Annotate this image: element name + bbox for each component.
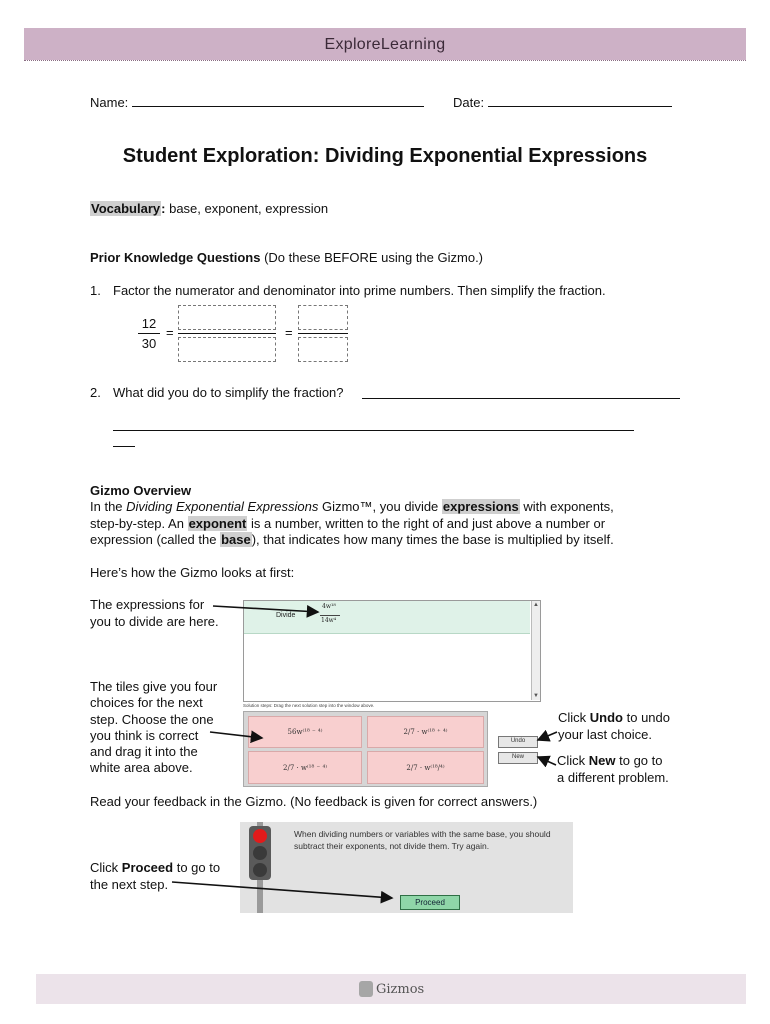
prior-heading-text: Prior Knowledge Questions: [90, 250, 261, 265]
annotation-new: Click New to go to a different problem.: [557, 753, 669, 785]
overview-line-1: In the Dividing Exponential Expressions Gizmo™, you divide expressions with exponents,: [90, 499, 614, 514]
gizmos-logo-icon: [359, 981, 373, 997]
arrow-proceed: [172, 882, 392, 898]
gizmos-logo-text: Gizmos: [376, 982, 425, 997]
q1-text: Factor the numerator and denominator into prime numbers. Then simplify the fraction.: [113, 283, 606, 298]
solution-steps-instructions: Solution steps: Drag the next solution step into the window above.: [243, 703, 375, 708]
feedback-message: When dividing numbers or variables with the same base, you should subtract their exponents, not divide them. Try again.: [294, 829, 551, 851]
date-label: Date:: [453, 95, 485, 110]
new-button[interactable]: New: [498, 752, 538, 764]
name-label: Name:: [90, 95, 129, 110]
q1-number: 1.: [90, 283, 101, 298]
footer-band: [36, 974, 746, 1004]
fraction-numerator: 12: [141, 316, 157, 331]
annotation-undo: Click Undo to undo your last choice.: [558, 710, 670, 742]
highlight-exponent: exponent: [188, 515, 247, 531]
vocabulary-terms: base, exponent, expression: [169, 201, 329, 216]
tile-1[interactable]: 56w⁽¹⁸ ⁻ ⁴⁾: [248, 716, 362, 748]
equals-sign-2: =: [285, 325, 293, 340]
divide-label: Divide: [276, 612, 296, 619]
page-title: Student Exploration: Dividing Exponential Expressions: [122, 145, 648, 167]
proceed-button[interactable]: Proceed: [400, 895, 460, 910]
feedback-instruction: Read your feedback in the Gizmo. (No feedback is given for correct answers.): [90, 794, 538, 809]
fraction-denominator: 30: [141, 336, 157, 351]
arrow-tiles: [210, 732, 262, 738]
overview-line-2: step-by-step. An exponent is a number, written to the right of and just above a number or: [90, 515, 606, 531]
equals-sign-1: =: [166, 325, 174, 340]
annotation-tiles: The tiles give you four choices for the next step. Choose the one you think is correct and drag it into the white area above.: [90, 679, 218, 776]
arrow-expressions: [213, 606, 318, 612]
vocabulary-label: Vocabulary: [91, 201, 161, 216]
expression-numerator: 4w¹⁸: [322, 603, 336, 610]
scroll-down-icon[interactable]: ▼: [533, 693, 539, 699]
tile-2[interactable]: 2/7 · w⁽¹⁸ ⁺ ⁴⁾: [367, 716, 484, 748]
gizmo-overview-heading: Gizmo Overview: [90, 483, 192, 498]
expression-denominator: 14w⁴: [321, 617, 337, 624]
undo-button[interactable]: Undo: [498, 736, 538, 748]
q2-text: What did you do to simplify the fraction?: [113, 385, 344, 400]
arrow-new: [538, 757, 556, 765]
arrow-undo: [538, 732, 557, 740]
annotation-expressions: The expressions for you to divide are here.: [90, 597, 219, 629]
prior-note: (Do these BEFORE using the Gizmo.): [264, 250, 484, 265]
highlight-base: base: [221, 532, 251, 547]
vocabulary-colon: :: [161, 201, 166, 216]
overview-line-3: expression (called the base), that indicates how many times the base is multiplied by itself.: [90, 532, 614, 547]
highlight-expressions: expressions: [442, 499, 519, 514]
tile-4[interactable]: 2/7 · w⁽¹⁸/⁴⁾: [367, 751, 484, 784]
tile-3[interactable]: 2/7 · w⁽¹⁸ ⁻ ⁴⁾: [248, 751, 362, 784]
q2-number: 2.: [90, 385, 101, 400]
explorelearning-logo: ExploreLearning: [324, 36, 446, 53]
scroll-up-icon[interactable]: ▲: [533, 602, 539, 608]
annotation-proceed: Click Proceed to go to the next step.: [90, 860, 221, 892]
looks-first-text: Here’s how the Gizmo looks at first:: [90, 565, 295, 580]
